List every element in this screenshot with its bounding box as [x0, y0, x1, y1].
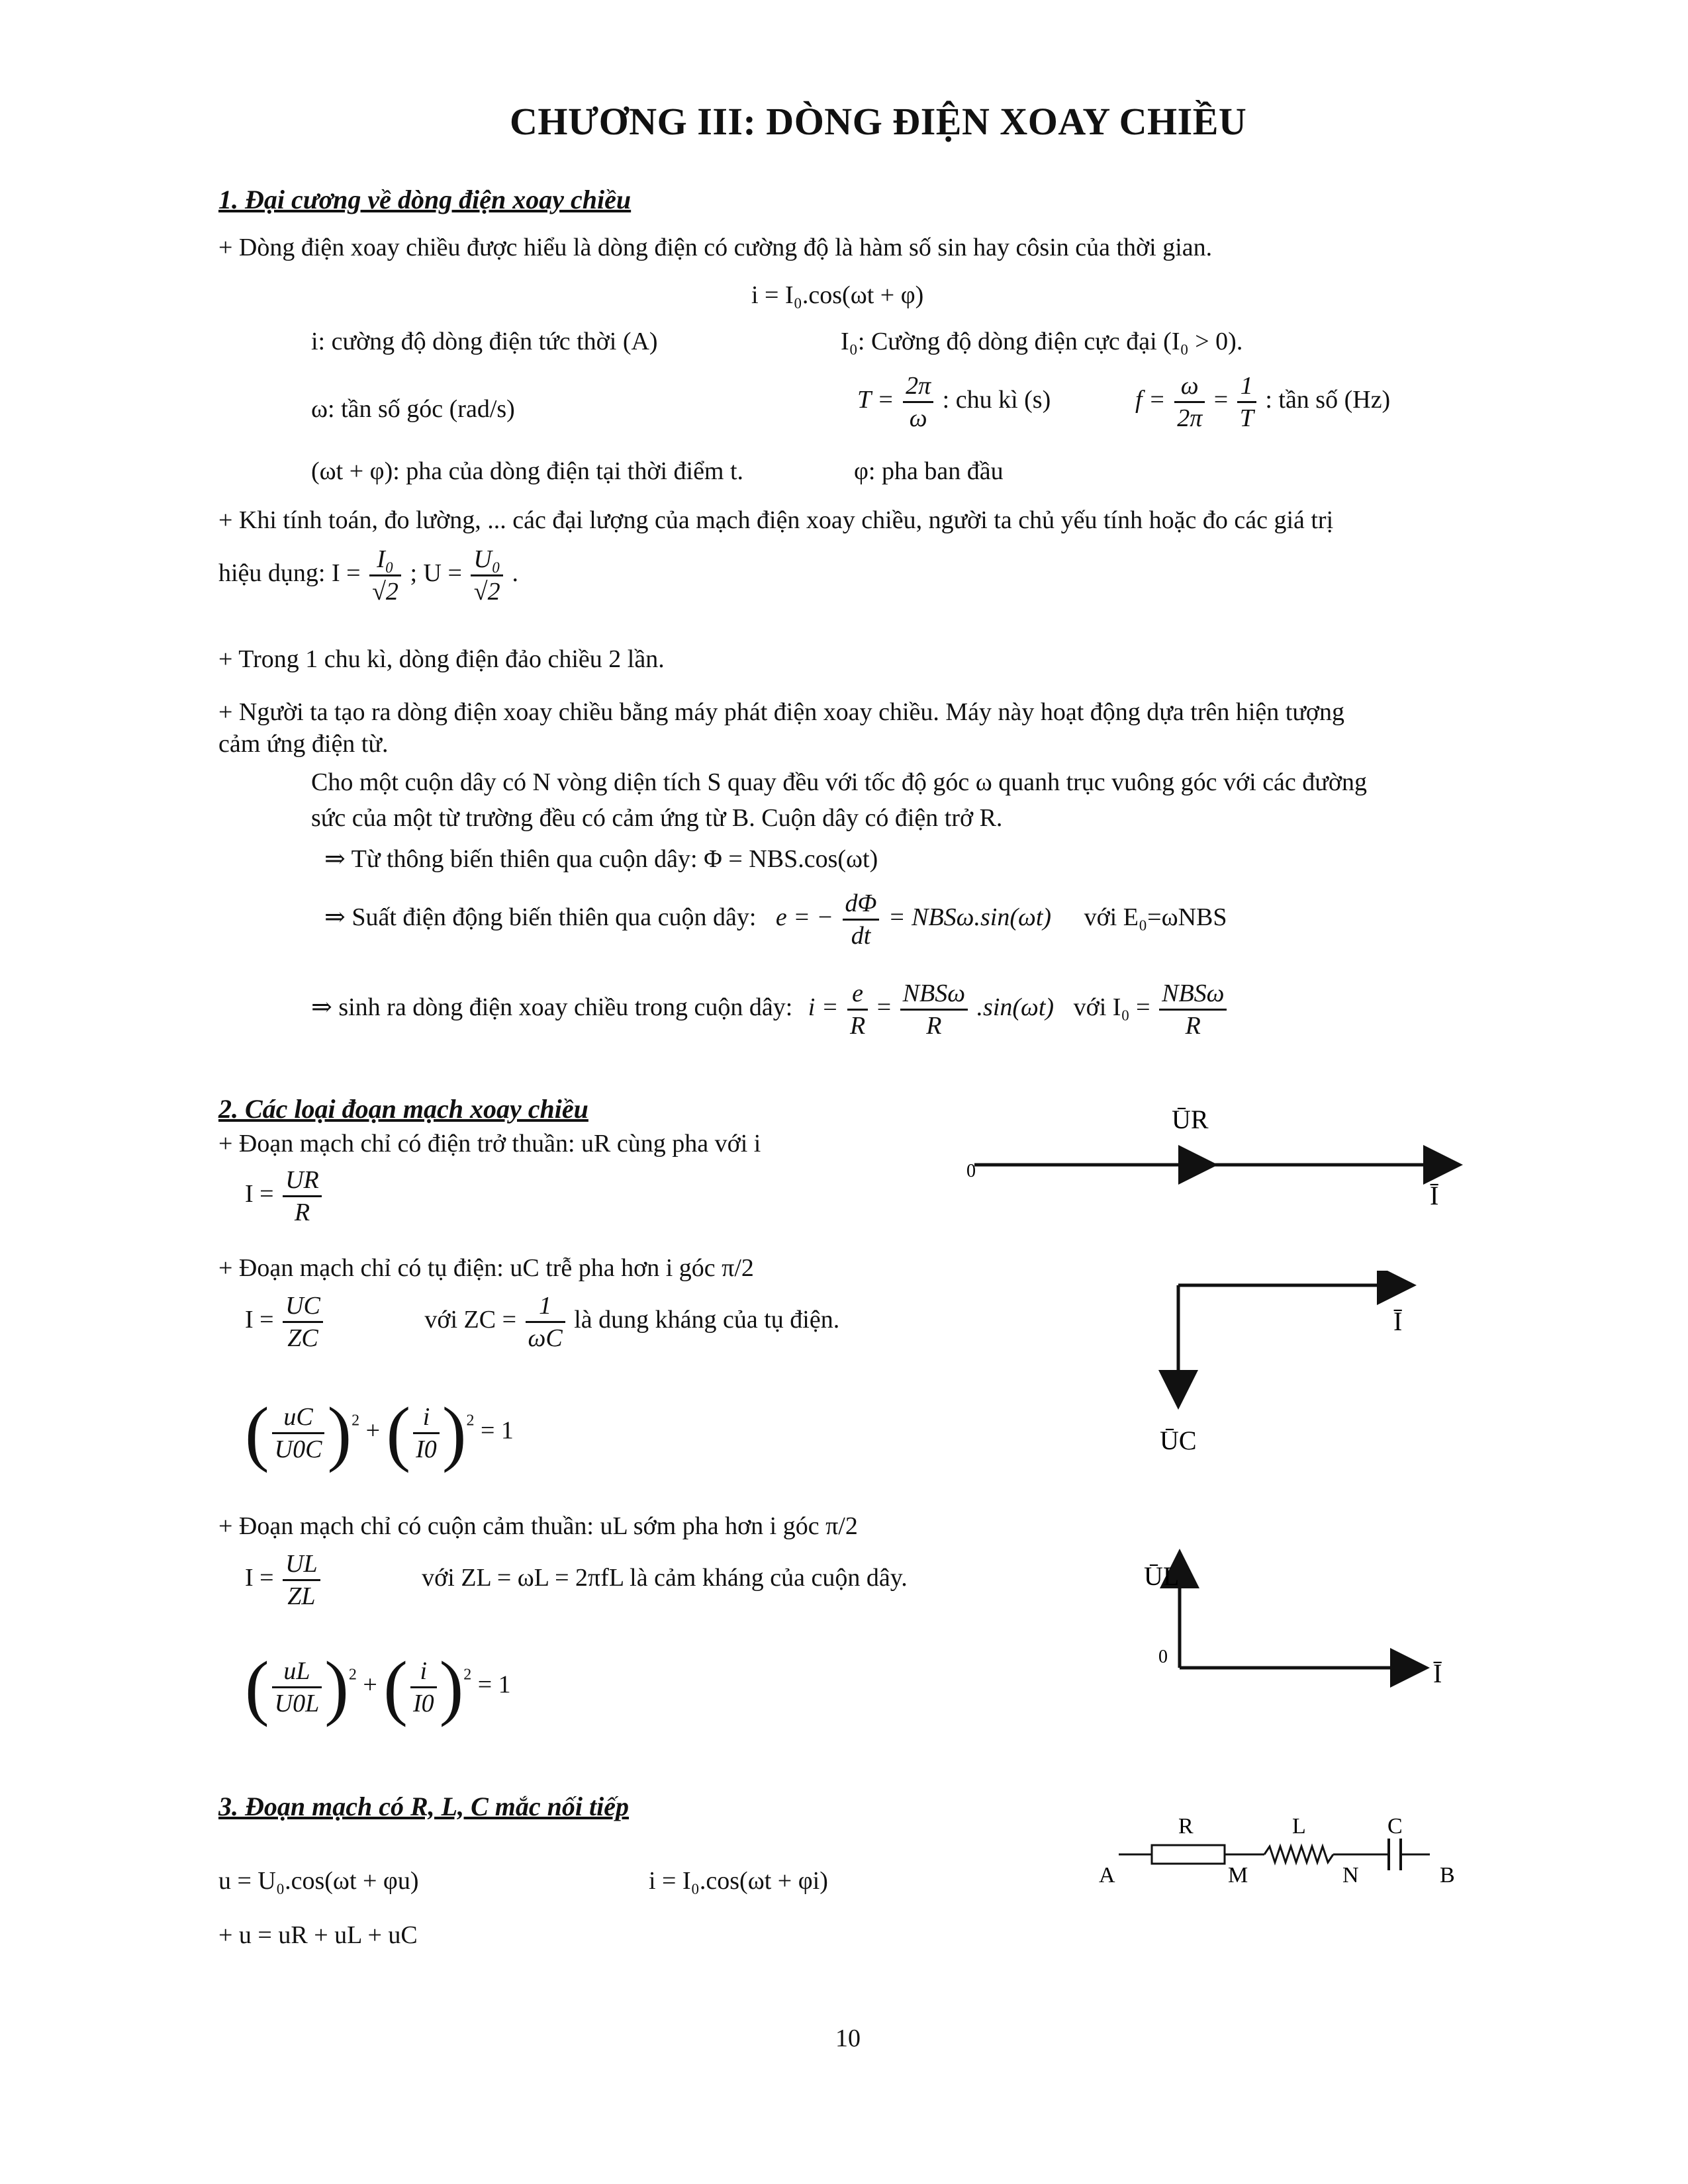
current-num-3: NBSω — [1159, 978, 1227, 1011]
capacitor-identity-den-2: I0 — [416, 1435, 437, 1463]
paragraph-effective-values: + Khi tính toán, đo lường, ... các đại lượng của mạch điện xoay chiều, người ta chủ yếu tính hoặc đo các giá trị — [218, 506, 1334, 534]
current-rhs: .sin(ωt) — [976, 993, 1055, 1022]
square-2: 2 — [463, 1666, 472, 1684]
frequency-fraction-2 — [1237, 371, 1256, 433]
effective-current-num: I₀ — [369, 544, 401, 576]
equation-current: i = I₀.cos(ωt + φ) — [751, 281, 924, 309]
def-angular-frequency: ω: tần số góc (rad/s) — [311, 395, 515, 423]
node-b-label: B — [1440, 1863, 1455, 1888]
paren-close: ) — [442, 1392, 467, 1473]
emf-label: ⇒ Suất điện động biến thiên qua cuộn dây: — [324, 903, 757, 932]
inductor-identity — [245, 1647, 511, 1727]
equation-voltage-sum: + u = uR + uL + uC — [218, 1921, 418, 1949]
paren-open: ( — [245, 1647, 269, 1727]
capacitive-reactance-fraction — [526, 1291, 565, 1353]
current-equals: = — [876, 993, 892, 1022]
current-den-2: R — [926, 1012, 942, 1040]
voltage-phasor-label: ŪL — [1144, 1561, 1180, 1591]
inductor-den: ZL — [287, 1582, 316, 1610]
def-initial-phase: φ: pha ban đầu — [854, 457, 1004, 485]
capacitor-identity-fraction-2 — [413, 1402, 440, 1465]
inductor-identity-num-2: i — [410, 1656, 437, 1688]
voltage-phasor-label: ŪC — [1160, 1426, 1197, 1455]
frequency-desc: : tần số (Hz) — [1265, 386, 1391, 414]
inductor-with: với ZL = ωL = 2πfL là cảm kháng của cuộn dây. — [422, 1564, 908, 1592]
def-phase: (ωt + φ): pha của dòng điện tại thời điểm t. — [311, 457, 744, 485]
origin-label: 0 — [966, 1161, 976, 1181]
current-fraction-3 — [1159, 978, 1227, 1041]
inductor-identity-num-1: uL — [272, 1656, 322, 1688]
capacitive-reactance-den: ωC — [528, 1324, 563, 1352]
def-instant-current: i: cường độ dòng điện tức thời (A) — [311, 328, 658, 355]
formula-effective-values — [218, 544, 518, 607]
resistor-lhs: I = — [245, 1180, 274, 1208]
paren-open: ( — [386, 1392, 411, 1473]
inductor-lhs: I = — [245, 1564, 274, 1592]
phasor-diagram-resistor — [960, 1099, 1489, 1231]
effective-end: . — [512, 559, 519, 588]
period-desc: : chu kì (s) — [942, 386, 1051, 414]
node-a-label: A — [1099, 1863, 1115, 1888]
paren-close: ) — [439, 1647, 464, 1727]
formula-period — [857, 371, 1051, 433]
paren-open: ( — [245, 1392, 269, 1473]
current-phasor-label: Ī — [1433, 1659, 1442, 1688]
emf-with: với E₀=ωNBS — [1084, 903, 1227, 932]
effective-current-den: √2 — [372, 578, 399, 606]
current-num-2: NBSω — [900, 978, 968, 1011]
equation-voltage: u = U₀.cos(ωt + φu) — [218, 1867, 419, 1895]
resistor-den: R — [294, 1199, 310, 1226]
capacitor-with: với ZC = — [424, 1306, 517, 1334]
inductor-identity-rhs: = 1 — [477, 1670, 511, 1699]
frequency-fraction-1 — [1174, 371, 1205, 433]
capacitor-identity — [245, 1392, 514, 1473]
effective-voltage-fraction — [471, 544, 503, 607]
current-fraction-2 — [900, 978, 968, 1041]
section-1-heading: 1. Đại cương về dòng điện xoay chiều — [218, 185, 632, 214]
capacitor-identity-num-2: i — [413, 1402, 440, 1434]
resistor-label: R — [1178, 1814, 1194, 1839]
phasor-diagram-capacitor — [1152, 1271, 1456, 1482]
square-1: 2 — [352, 1412, 360, 1430]
resistor-formula — [245, 1165, 324, 1228]
inductor-fraction — [283, 1549, 320, 1612]
frequency-den-2: T — [1239, 404, 1254, 432]
page-title: CHƯƠNG III: DÒNG ĐIỆN XOAY CHIỀU — [510, 100, 1247, 143]
capacitor-identity-den-1: U0C — [274, 1435, 322, 1463]
paragraph-coil-b: sức của một từ trường đều có cảm ứng từ B. Cuộn dây có điện trở R. — [311, 804, 1003, 832]
voltage-phasor-label: ŪR — [1172, 1105, 1209, 1134]
equation-current-rlc: i = I₀.cos(ωt + φi) — [649, 1867, 828, 1895]
paragraph-coil-a: Cho một cuộn dây có N vòng diện tích S quay đều với tốc độ góc ω quanh trục vuông góc với các đường — [311, 768, 1367, 796]
paragraph-generator-a: + Người ta tạo ra dòng điện xoay chiều bằng máy phát điện xoay chiều. Máy này hoạt động dựa trên hiện tượng — [218, 698, 1345, 726]
capacitive-reactance-num: 1 — [526, 1291, 565, 1323]
frequency-num-2: 1 — [1237, 371, 1256, 403]
emf-lhs: e = − — [775, 903, 834, 932]
emf-den: dt — [851, 922, 871, 950]
capacitor-identity-num-1: uC — [272, 1402, 325, 1434]
inductor-only-line: + Đoạn mạch chỉ có cuộn cảm thuần: uL sớm pha hơn i góc π/2 — [218, 1512, 858, 1540]
formula-flux: ⇒ Từ thông biến thiên qua cuộn dây: Φ = NBS.cos(ωt) — [324, 845, 878, 873]
frequency-den-1: 2π — [1177, 404, 1203, 432]
effective-label: hiệu dụng: I = — [218, 559, 361, 588]
inductor-formula — [245, 1549, 908, 1612]
effective-voltage-num: U₀ — [471, 544, 503, 576]
paragraph-generator-b: cảm ứng điện từ. — [218, 730, 389, 758]
paren-open: ( — [383, 1647, 408, 1727]
effective-current-fraction — [369, 544, 401, 607]
origin-label: 0 — [1158, 1647, 1168, 1667]
capacitor-label: C — [1387, 1814, 1403, 1839]
emf-fraction — [843, 888, 880, 951]
formula-induced-current — [311, 978, 1229, 1041]
inductor-num: UL — [283, 1549, 320, 1581]
capacitor-fraction — [283, 1291, 323, 1353]
effective-mid: ; U = — [410, 559, 462, 588]
resistor-only-line: + Đoạn mạch chỉ có điện trở thuần: uR cùng pha với i — [218, 1130, 761, 1158]
plus: + — [365, 1416, 381, 1445]
resistor-fraction — [283, 1165, 322, 1228]
period-fraction — [903, 371, 933, 433]
inductor-identity-den-2: I0 — [412, 1689, 434, 1717]
formula-emf — [324, 888, 1227, 951]
effective-voltage-den: √2 — [473, 578, 500, 606]
square-2: 2 — [466, 1412, 475, 1430]
paragraph-ac-definition: + Dòng điện xoay chiều được hiểu là dòng điện có cường độ là hàm số sin hay côsin của thời gian. — [218, 234, 1213, 261]
paren-close: ) — [327, 1392, 352, 1473]
inductor-label: L — [1292, 1814, 1306, 1839]
resistor-symbol — [1152, 1845, 1225, 1864]
frequency-num-1: ω — [1174, 371, 1205, 403]
current-num-1: e — [847, 978, 868, 1011]
frequency-equals: = — [1213, 386, 1229, 414]
current-den-1: R — [850, 1012, 866, 1040]
capacitor-only-line: + Đoạn mạch chỉ có tụ điện: uC trễ pha hơn i góc π/2 — [218, 1254, 754, 1282]
emf-num: dΦ — [843, 888, 880, 921]
rlc-circuit-diagram — [1079, 1800, 1489, 1899]
period-lhs: T = — [857, 386, 894, 414]
emf-rhs: = NBSω.sin(ωt) — [888, 903, 1052, 932]
inductor-identity-fraction-2 — [410, 1656, 437, 1719]
resistor-num: UR — [283, 1165, 322, 1197]
current-phasor-label: Ī — [1430, 1181, 1439, 1210]
section-2-heading: 2. Các loại đoạn mạch xoay chiều — [218, 1094, 588, 1124]
page-number: 10 — [835, 2025, 861, 2052]
plus: + — [363, 1670, 377, 1699]
current-phasor-label: Ī — [1393, 1306, 1403, 1336]
current-with: với I₀ = — [1073, 993, 1150, 1022]
capacitor-num: UC — [283, 1291, 323, 1323]
inductor-identity-den-1: U0L — [274, 1689, 320, 1717]
period-den: ω — [909, 404, 927, 432]
formula-frequency — [1135, 371, 1390, 433]
current-label: ⇒ sinh ra dòng điện xoay chiều trong cuộn dây: — [311, 993, 793, 1022]
capacitor-desc: là dung kháng của tụ điện. — [574, 1306, 840, 1334]
node-n-label: N — [1342, 1863, 1359, 1888]
capacitor-den: ZC — [287, 1324, 318, 1352]
phasor-diagram-inductor — [1139, 1535, 1456, 1707]
period-num: 2π — [903, 371, 933, 403]
paren-close: ) — [324, 1647, 349, 1727]
current-fraction-1 — [847, 978, 868, 1041]
capacitor-lhs: I = — [245, 1306, 274, 1334]
capacitor-identity-fraction-1 — [272, 1402, 325, 1465]
paragraph-direction-change: + Trong 1 chu kì, dòng điện đảo chiều 2 lần. — [218, 645, 665, 673]
section-3-heading: 3. Đoạn mạch có R, L, C mắc nối tiếp — [218, 1792, 629, 1821]
current-den-3: R — [1185, 1012, 1201, 1040]
node-m-label: M — [1228, 1863, 1248, 1888]
square-1: 2 — [348, 1666, 357, 1684]
capacitor-formula — [245, 1291, 839, 1353]
def-peak-current: I₀: Cường độ dòng điện cực đại (I₀ > 0). — [841, 328, 1243, 355]
inductor-identity-fraction-1 — [272, 1656, 322, 1719]
current-lhs: i = — [808, 993, 839, 1022]
inductor-symbol — [1264, 1846, 1333, 1862]
frequency-lhs: f = — [1135, 386, 1166, 414]
capacitor-identity-rhs: = 1 — [480, 1416, 514, 1445]
